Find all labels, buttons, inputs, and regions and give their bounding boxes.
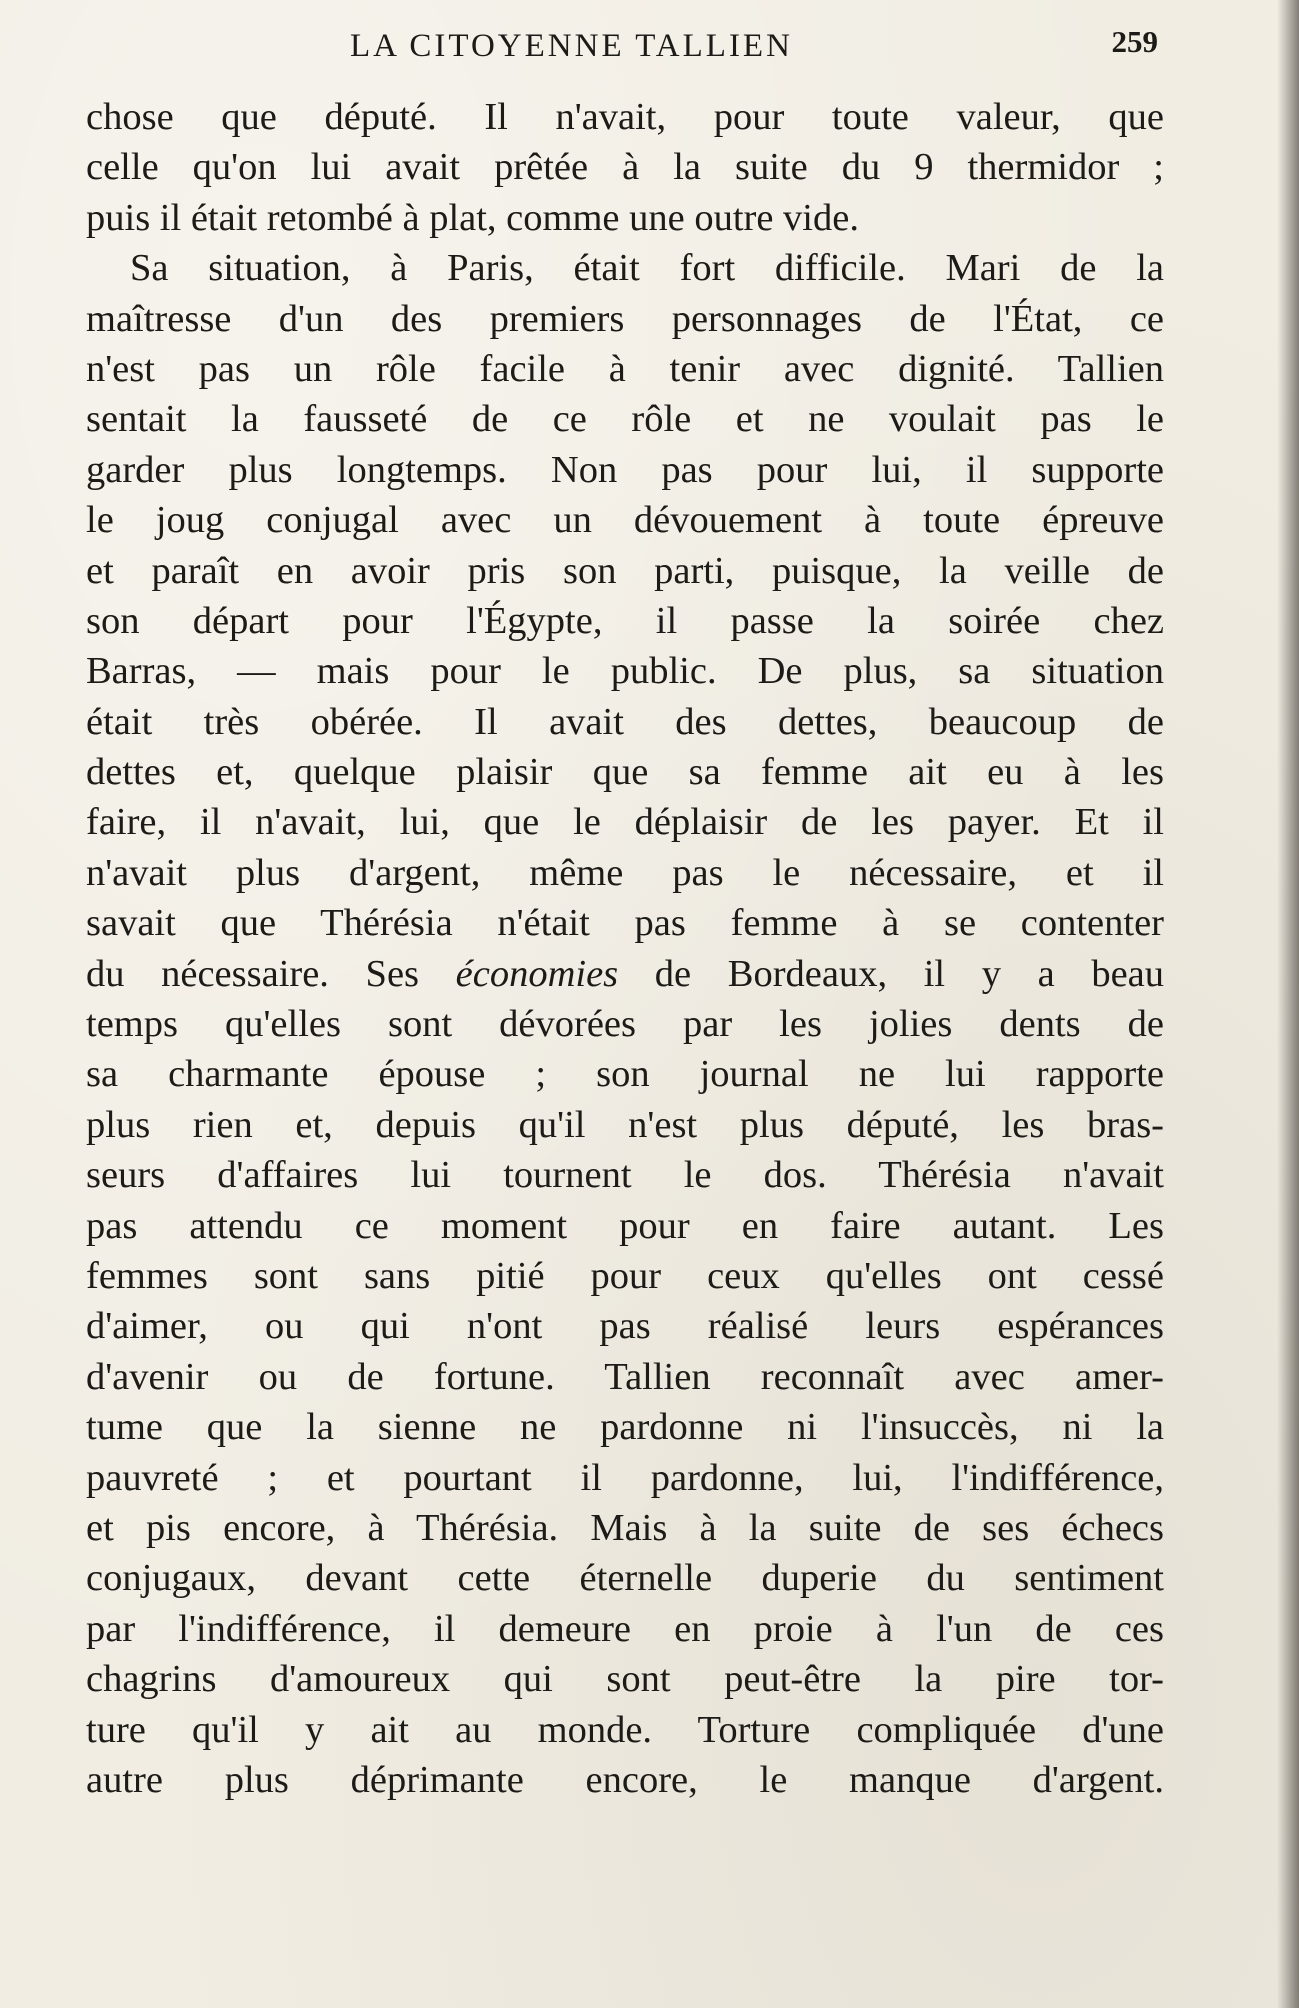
- text-line: autre plus déprimante encore, le manque d'argent.: [86, 1758, 1164, 1801]
- text-line: femmes sont sans pitié pour ceux qu'elles ont cessé: [86, 1254, 1164, 1297]
- text-line: puis il était retombé à plat, comme une outre vide.: [86, 196, 859, 239]
- text-line: et pis encore, à Thérésia. Mais à la suite de ses échecs: [86, 1506, 1164, 1549]
- text-line: dettes et, quelque plaisir que sa femme ait eu à les: [86, 751, 1164, 794]
- italic-word: économies: [455, 952, 619, 995]
- text-line: sa charmante épouse ; son journal ne lui rapporte: [86, 1053, 1164, 1096]
- page-number: 259: [1111, 24, 1158, 59]
- text-line: chagrins d'amoureux qui sont peut-être la pire tor-: [86, 1658, 1164, 1701]
- text-line: plus rien et, depuis qu'il n'est plus député, les bras-: [86, 1103, 1164, 1146]
- text-line: pauvreté ; et pourtant il pardonne, lui, l'indifférence,: [86, 1456, 1164, 1499]
- text-line: garder plus longtemps. Non pas pour lui, il supporte: [86, 448, 1164, 491]
- text-line: temps qu'elles sont dévorées par les jolies dents de: [86, 1003, 1164, 1046]
- text-line: était très obérée. Il avait des dettes, beaucoup de: [86, 700, 1164, 743]
- text-line: par l'indifférence, il demeure en proie à l'un de ces: [86, 1607, 1164, 1650]
- text-line: d'aimer, ou qui n'ont pas réalisé leurs espérances: [86, 1305, 1164, 1348]
- text-line: sentait la fausseté de ce rôle et ne voulait pas le: [86, 398, 1164, 441]
- text-line: seurs d'affaires lui tournent le dos. Thérésia n'avait: [86, 1154, 1164, 1197]
- text-line: maîtresse d'un des premiers personnages de l'État, ce: [86, 297, 1164, 340]
- body-text: [86, 92, 1164, 1805]
- text-line: Barras, — mais pour le public. De plus, sa situation: [86, 650, 1164, 693]
- text-line: savait que Thérésia n'était pas femme à se contenter: [86, 902, 1164, 945]
- text-line: celle qu'on lui avait prêtée à la suite du 9 thermidor ;: [86, 146, 1164, 189]
- text-line: conjugaux, devant cette éternelle duperie du sentiment: [86, 1557, 1164, 1600]
- text-line: faire, il n'avait, lui, que le déplaisir de les payer. Et il: [86, 801, 1164, 844]
- running-header: [88, 22, 1158, 72]
- text-line: n'est pas un rôle facile à tenir avec dignité. Tallien: [86, 347, 1164, 390]
- text-line: du nécessaire. Ses économies de Bordeaux, il y a beau: [86, 952, 1164, 995]
- running-title: LA CITOYENNE TALLIEN: [350, 28, 793, 64]
- page-edge-shadow: [1277, 0, 1299, 2008]
- text-line: le joug conjugal avec un dévouement à toute épreuve: [86, 499, 1164, 542]
- text-line: pas attendu ce moment pour en faire autant. Les: [86, 1204, 1164, 1247]
- text-line: n'avait plus d'argent, même pas le nécessaire, et il: [86, 851, 1164, 894]
- text-line: son départ pour l'Égypte, il passe la soirée chez: [86, 599, 1164, 642]
- text-line: chose que député. Il n'avait, pour toute valeur, que: [86, 96, 1164, 138]
- text-line: ture qu'il y ait au monde. Torture compliquée d'une: [86, 1708, 1164, 1751]
- text-line: tume que la sienne ne pardonne ni l'insuccès, ni la: [86, 1406, 1164, 1449]
- text-line: et paraît en avoir pris son parti, puisque, la veille de: [86, 549, 1164, 592]
- text-line: d'avenir ou de fortune. Tallien reconnaît avec amer-: [86, 1355, 1164, 1398]
- paragraph-start-line: Sa situation, à Paris, était fort difficile. Mari de la: [130, 247, 1164, 290]
